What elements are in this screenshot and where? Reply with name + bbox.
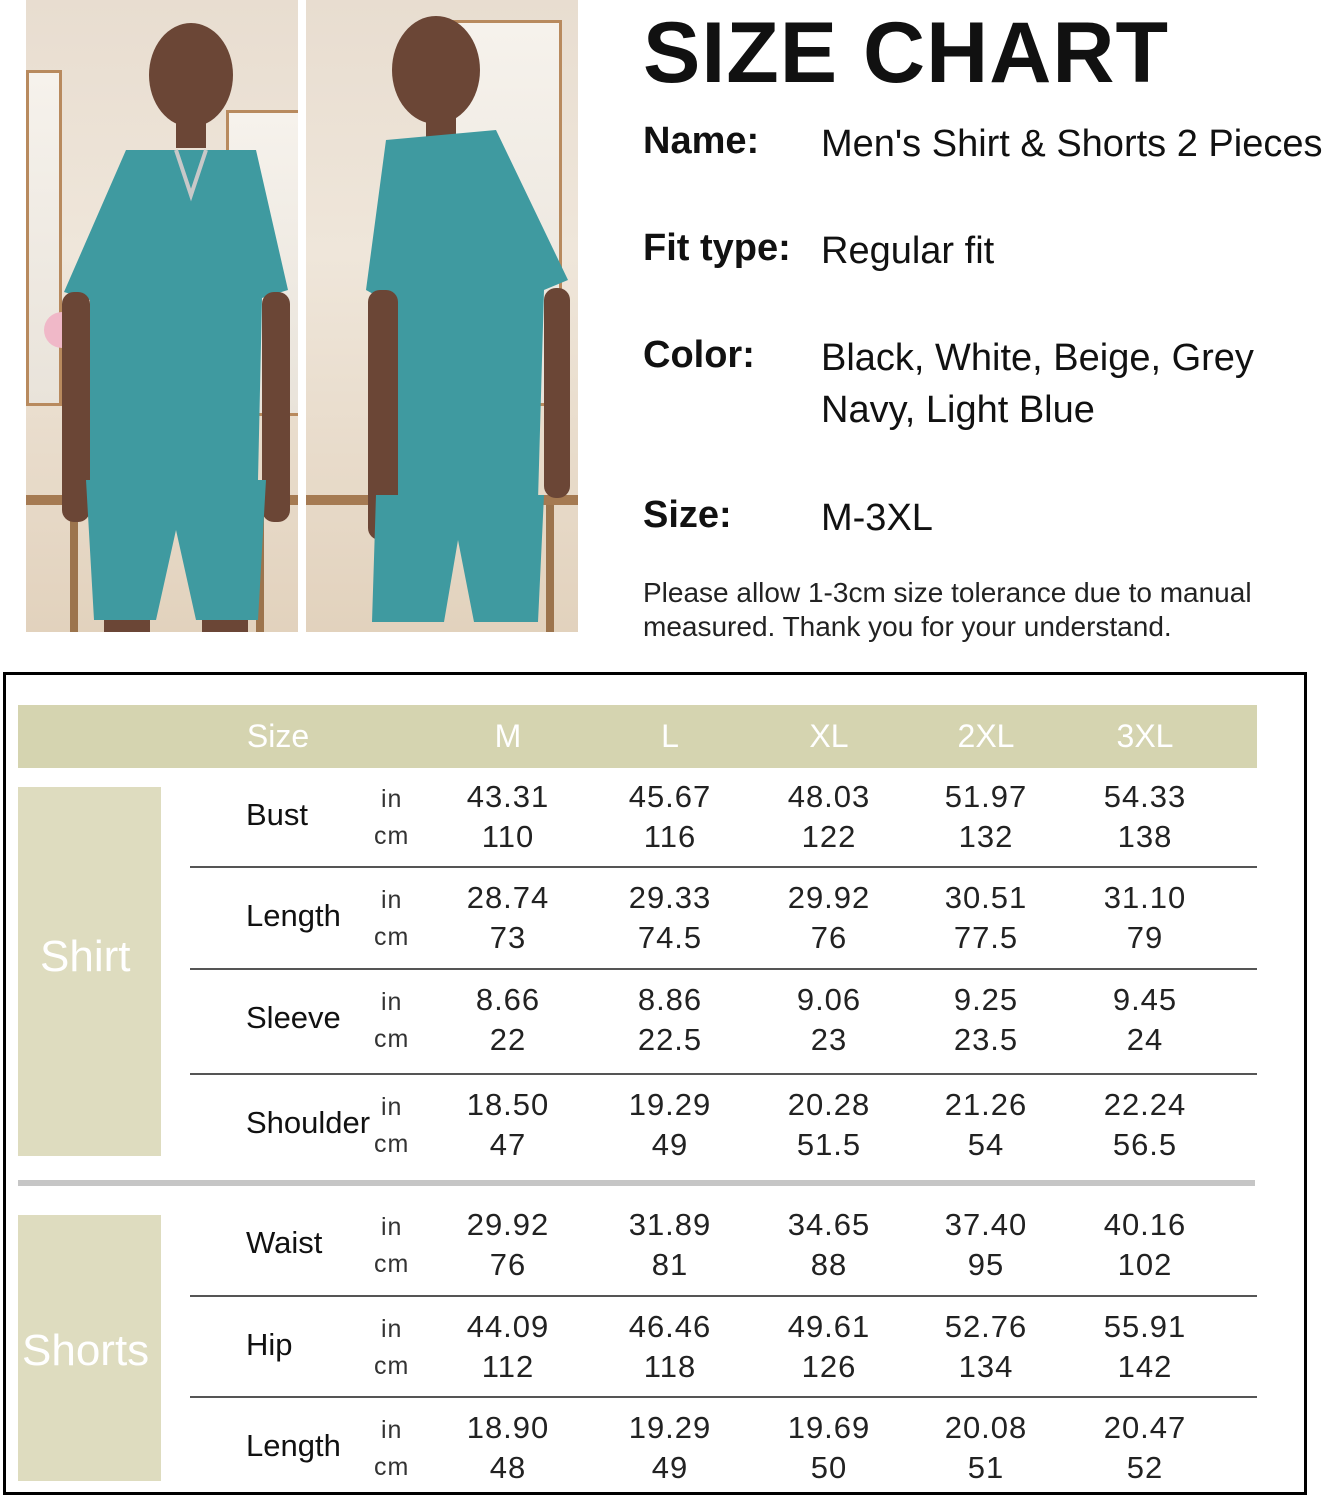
row-shirt-shoulder-in-L: 19.29: [628, 1087, 712, 1122]
row-shirt-shoulder-in-2XL: 21.26: [944, 1087, 1028, 1122]
row-shorts-length-unit-cm: cm: [374, 1453, 410, 1481]
row-shirt-bust-cm-L: 116: [643, 819, 697, 854]
row-shirt-bust-in-2XL: 51.97: [944, 779, 1028, 814]
row-shorts-hip-cm-L: 118: [643, 1349, 697, 1384]
size-value: M-3XL: [821, 497, 933, 539]
row-shirt-length-in-M: 28.74: [466, 880, 550, 915]
name-value: Men's Shirt & Shorts 2 Pieces: [821, 123, 1323, 165]
row-shirt-sleeve-label: Sleeve: [246, 1000, 341, 1035]
row-shorts-hip-label: Hip: [246, 1327, 293, 1362]
row-shorts-waist-cm-2XL: 95: [967, 1247, 1005, 1282]
group-divider: [18, 1180, 1255, 1186]
row-shirt-shoulder-in-3XL: 22.24: [1103, 1087, 1187, 1122]
row-shorts-hip-unit-cm: cm: [374, 1352, 410, 1380]
fit-type-label: Fit type:: [643, 227, 791, 269]
fit-type-value: Regular fit: [821, 230, 995, 272]
product-photo-side: [306, 0, 578, 632]
row-shorts-hip-in-3XL: 55.91: [1103, 1309, 1187, 1344]
row-shirt-sleeve-in-2XL: 9.25: [953, 982, 1019, 1017]
row-shorts-waist-cm-3XL: 102: [1117, 1247, 1173, 1282]
row-shirt-shoulder-unit-cm: cm: [374, 1130, 410, 1158]
row-shorts-length-label: Length: [246, 1428, 341, 1463]
row-shirt-length-cm-L: 74.5: [637, 920, 703, 955]
row-shorts-hip-in-M: 44.09: [466, 1309, 550, 1344]
color-value-line2: Navy, Light Blue: [821, 389, 1095, 431]
row-shorts-length-in-XL: 19.69: [787, 1410, 871, 1445]
row-shorts-length-in-L: 19.29: [628, 1410, 712, 1445]
tolerance-note: [643, 576, 1252, 644]
row-shirt-length-in-XL: 29.92: [787, 880, 871, 915]
row-shorts-length-cm-XL: 50: [810, 1450, 848, 1485]
row-shorts-length-unit-in: in: [381, 1416, 403, 1444]
row-shorts-length-in-2XL: 20.08: [944, 1410, 1028, 1445]
product-photo-front: [26, 0, 298, 632]
group-label-shirt: Shirt: [40, 932, 131, 981]
row-shirt-shoulder-in-M: 18.50: [466, 1087, 550, 1122]
row-shorts-waist-in-M: 29.92: [466, 1207, 550, 1242]
row-shirt-length-divider: [190, 968, 1257, 970]
row-shirt-shoulder-cm-L: 49: [651, 1127, 689, 1162]
row-shirt-bust-cm-3XL: 138: [1117, 819, 1173, 854]
size-header-label: Size: [246, 718, 310, 754]
row-shorts-hip-in-L: 46.46: [628, 1309, 712, 1344]
size-header-L: L: [661, 718, 679, 754]
row-shorts-length-in-M: 18.90: [466, 1410, 550, 1445]
name-label: Name:: [643, 120, 760, 162]
row-shirt-sleeve-in-L: 8.86: [637, 982, 703, 1017]
row-shirt-sleeve-in-3XL: 9.45: [1112, 982, 1178, 1017]
row-shorts-length-cm-3XL: 52: [1126, 1450, 1164, 1485]
page-title: SIZE CHART: [643, 5, 1169, 101]
row-shirt-bust-in-XL: 48.03: [787, 779, 871, 814]
row-shorts-hip-in-XL: 49.61: [787, 1309, 871, 1344]
row-shorts-waist-cm-XL: 88: [810, 1247, 848, 1282]
row-shirt-sleeve-unit-cm: cm: [374, 1025, 410, 1053]
row-shirt-bust-unit-cm: cm: [374, 822, 410, 850]
size-header-2XL: 2XL: [957, 718, 1015, 754]
row-shorts-hip-in-2XL: 52.76: [944, 1309, 1028, 1344]
row-shorts-waist-in-2XL: 37.40: [944, 1207, 1028, 1242]
row-shirt-bust-divider: [190, 866, 1257, 868]
row-shorts-hip-cm-3XL: 142: [1117, 1349, 1173, 1384]
row-shorts-length-cm-2XL: 51: [967, 1450, 1005, 1485]
row-shorts-waist-label: Waist: [246, 1225, 323, 1260]
row-shirt-shoulder-label: Shoulder: [246, 1105, 371, 1140]
row-shirt-bust-in-L: 45.67: [628, 779, 712, 814]
size-header-XL: XL: [809, 718, 849, 754]
row-shirt-length-cm-2XL: 77.5: [953, 920, 1019, 955]
row-shorts-hip-divider: [190, 1396, 1257, 1398]
row-shirt-sleeve-cm-2XL: 23.5: [953, 1022, 1019, 1057]
row-shorts-hip-cm-2XL: 134: [958, 1349, 1014, 1384]
row-shirt-sleeve-cm-XL: 23: [810, 1022, 848, 1057]
row-shirt-sleeve-unit-in: in: [381, 988, 403, 1016]
group-label-shorts: Shorts: [22, 1326, 150, 1375]
row-shorts-hip-cm-XL: 126: [801, 1349, 857, 1384]
row-shorts-waist-cm-M: 76: [489, 1247, 527, 1282]
row-shirt-sleeve-cm-3XL: 24: [1126, 1022, 1164, 1057]
size-header-3XL: 3XL: [1116, 718, 1174, 754]
row-shorts-length-in-3XL: 20.47: [1103, 1410, 1187, 1445]
row-shirt-bust-label: Bust: [246, 797, 309, 832]
row-shirt-length-cm-3XL: 79: [1126, 920, 1164, 955]
row-shirt-bust-in-3XL: 54.33: [1103, 779, 1187, 814]
row-shirt-shoulder-in-XL: 20.28: [787, 1087, 871, 1122]
row-shirt-length-unit-in: in: [381, 886, 403, 914]
color-value-line1: Black, White, Beige, Grey: [821, 337, 1254, 379]
row-shirt-sleeve-in-M: 8.66: [475, 982, 541, 1017]
row-shirt-sleeve-cm-M: 22: [489, 1022, 527, 1057]
row-shirt-bust-cm-M: 110: [481, 819, 535, 854]
row-shorts-length-cm-M: 48: [489, 1450, 527, 1485]
row-shorts-waist-in-L: 31.89: [628, 1207, 712, 1242]
row-shorts-hip-cm-M: 112: [481, 1349, 535, 1384]
row-shirt-length-unit-cm: cm: [374, 923, 410, 951]
row-shirt-bust-in-M: 43.31: [466, 779, 550, 814]
row-shorts-waist-cm-L: 81: [651, 1247, 689, 1282]
row-shirt-bust-unit-in: in: [381, 785, 403, 813]
row-shirt-bust-cm-2XL: 132: [958, 819, 1014, 854]
row-shorts-hip-unit-in: in: [381, 1315, 403, 1343]
row-shirt-shoulder-cm-M: 47: [489, 1127, 527, 1162]
row-shirt-shoulder-cm-XL: 51.5: [796, 1127, 862, 1162]
row-shirt-sleeve-cm-L: 22.5: [637, 1022, 703, 1057]
row-shirt-sleeve-divider: [190, 1073, 1257, 1075]
row-shorts-waist-divider: [190, 1295, 1257, 1297]
row-shirt-length-in-3XL: 31.10: [1103, 880, 1187, 915]
size-header-M: M: [494, 718, 522, 754]
row-shirt-length-cm-XL: 76: [810, 920, 848, 955]
tolerance-note-line1: Please allow 1-3cm size tolerance due to manual: [643, 577, 1252, 608]
row-shirt-shoulder-unit-in: in: [381, 1093, 403, 1121]
row-shirt-bust-cm-XL: 122: [801, 819, 857, 854]
row-shorts-length-cm-L: 49: [651, 1450, 689, 1485]
size-label: Size:: [643, 494, 732, 536]
tolerance-note-line2: measured. Thank you for your understand.: [643, 611, 1172, 642]
row-shirt-length-cm-M: 73: [489, 920, 527, 955]
row-shirt-length-in-2XL: 30.51: [944, 880, 1028, 915]
row-shirt-shoulder-cm-3XL: 56.5: [1112, 1127, 1178, 1162]
row-shirt-sleeve-in-XL: 9.06: [796, 982, 862, 1017]
row-shorts-waist-in-XL: 34.65: [787, 1207, 871, 1242]
row-shirt-shoulder-cm-2XL: 54: [967, 1127, 1005, 1162]
row-shorts-waist-unit-cm: cm: [374, 1250, 410, 1278]
color-label: Color:: [643, 334, 755, 376]
row-shirt-length-label: Length: [246, 898, 341, 933]
row-shirt-length-in-L: 29.33: [628, 880, 712, 915]
row-shorts-waist-unit-in: in: [381, 1213, 403, 1241]
row-shorts-waist-in-3XL: 40.16: [1103, 1207, 1187, 1242]
